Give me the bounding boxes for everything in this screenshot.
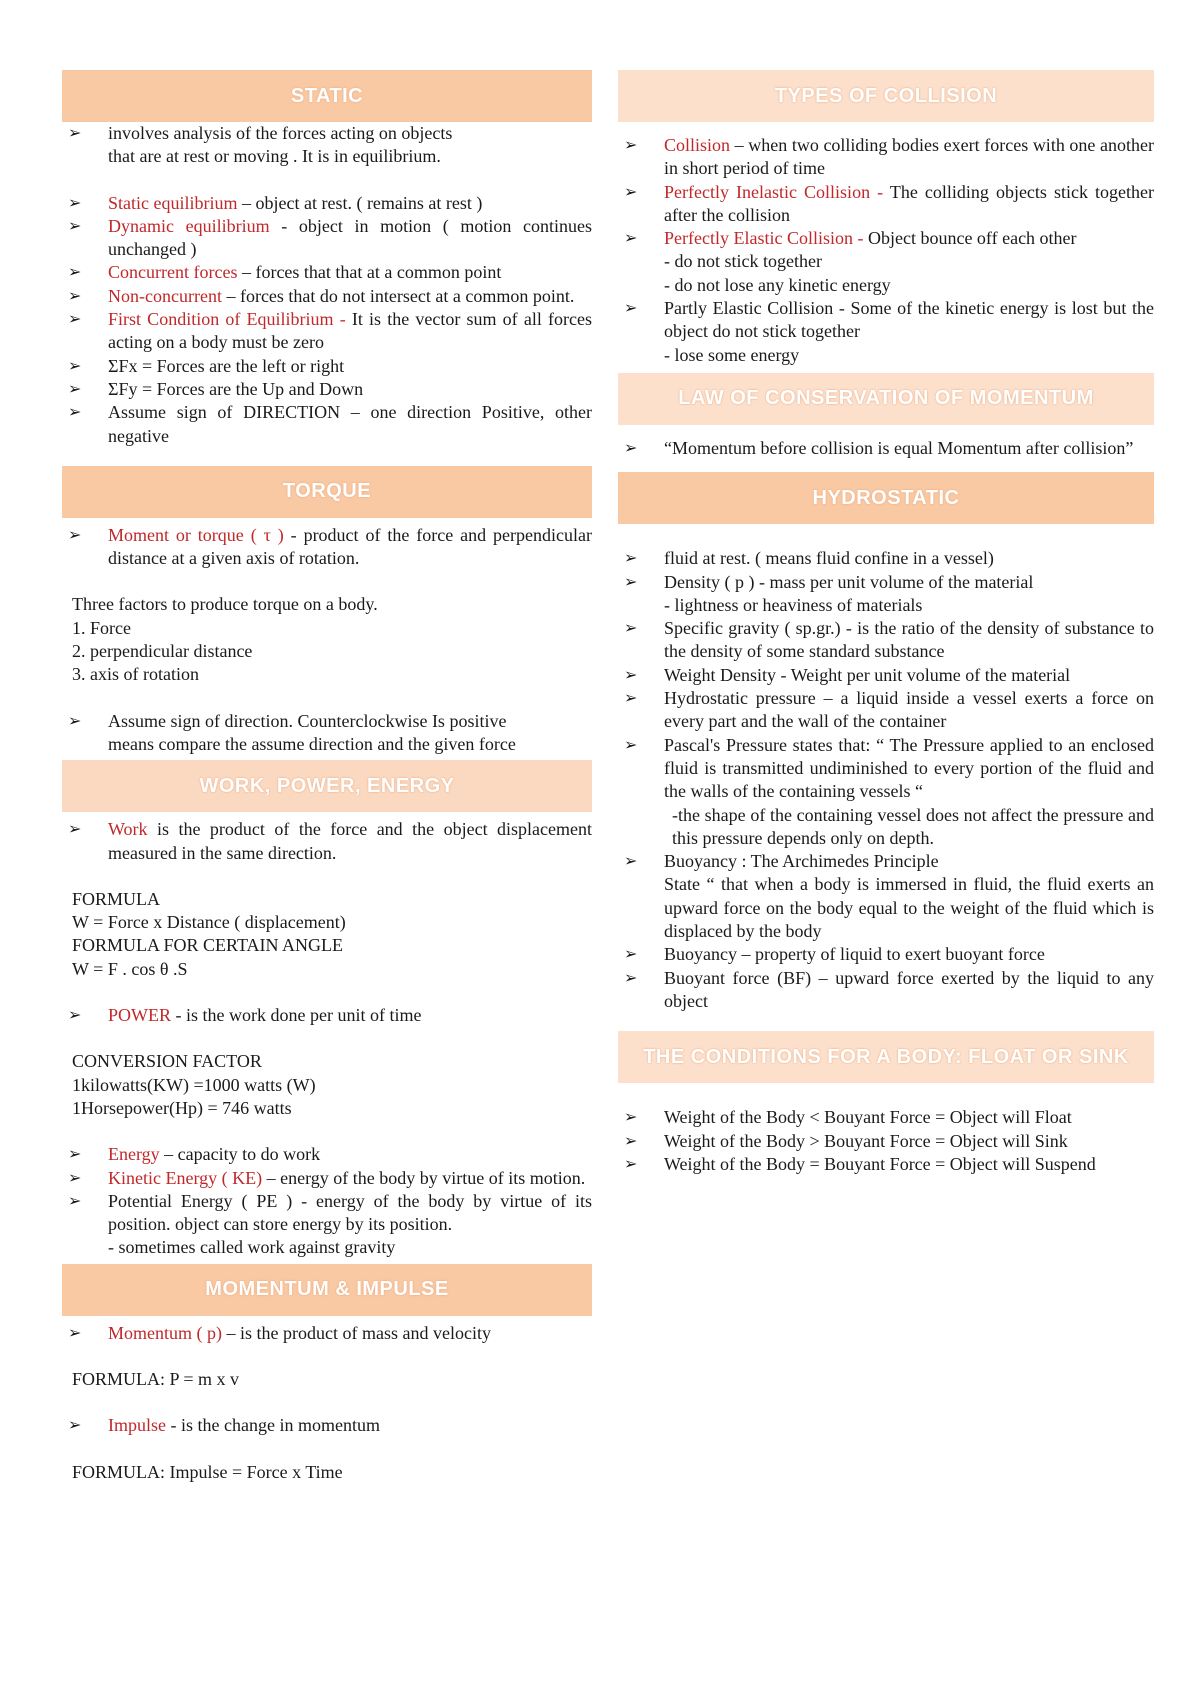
formula-line: FORMULA (72, 888, 161, 909)
hydrostatic-list (618, 547, 1154, 1013)
torque-factors-title: Three factors to produce torque on a body. (72, 594, 378, 615)
arrow-bullet-icon: ➢ (68, 287, 82, 305)
list-item: ➢ Momentum ( p) – is the product of mass and velocity (62, 1322, 592, 1345)
list-item: ➢ First Condition of Equilibrium - It is the vector sum of all forces acting on a body must be zero (68, 309, 592, 353)
arrow-bullet-icon: ➢ (68, 1324, 82, 1342)
list-item: ➢ Dynamic equilibrium - object in motion ( motion continues unchanged ) (68, 215, 592, 260)
list-item: ➢ Weight of the Body = Bouyant Force = Object will Suspend (618, 1153, 1154, 1176)
list-item: ➢ Buoyancy : The Archimedes Principle State “ that when a body is immersed in fluid, the fluid exerts an upward force on the body equal to the weight of the fluid which is displaced by the body (624, 851, 1154, 942)
right-column (618, 70, 1154, 1176)
list-item: ➢ Moment or torque ( τ ) - product of the force and perpendicular distance at a given axis of rotation. (68, 524, 592, 569)
arrow-bullet-icon: ➢ (624, 620, 638, 638)
list-item: ➢ Work is the product of the force and the object displacement measured in the same direction. (68, 819, 592, 863)
list-item: ➢ Non-concurrent – forces that do not intersect at a common point. (62, 285, 592, 308)
static-list (62, 122, 592, 169)
list-item: ➢ POWER - is the work done per unit of time (62, 1004, 592, 1027)
left-column (62, 70, 592, 1484)
collision-list (618, 134, 1154, 367)
list-item: ➢ Buoyancy – property of liquid to exert buoyant force (618, 943, 1154, 966)
arrow-bullet-icon: ➢ (624, 1132, 638, 1150)
section-header-torque: TORQUE (62, 466, 592, 518)
arrow-bullet-icon: ➢ (68, 194, 82, 212)
arrow-bullet-icon: ➢ (68, 1417, 82, 1435)
arrow-bullet-icon: ➢ (68, 357, 82, 375)
list-item: ➢ Hydrostatic pressure – a liquid inside a vessel exerts a force on every part and the wall of the container (624, 688, 1154, 732)
list-item: ➢ Density ( p ) - mass per unit volume of the material - lightness or heaviness of materials (624, 571, 1034, 615)
section-header-static: STATIC (62, 70, 592, 122)
list-item: ➢ fluid at rest. ( means fluid confine in a vessel) (618, 547, 1154, 570)
conversion-line: CONVERSION FACTOR (72, 1051, 262, 1072)
list-item: ➢ Weight of the Body > Bouyant Force = Object will Sink (618, 1130, 1154, 1153)
formula-line: FORMULA: P = m x v (72, 1368, 240, 1389)
list-item: ➢ Specific gravity ( sp.gr.) - is the ratio of the density of substance to the density of some standard substance (624, 618, 1154, 662)
list-item: ➢ Energy – capacity to do work (62, 1143, 592, 1166)
arrow-bullet-icon: ➢ (624, 690, 638, 708)
formula-line: FORMULA: Impulse = Force x Time (72, 1461, 343, 1482)
arrow-bullet-icon: ➢ (68, 526, 82, 544)
static-terms-list (62, 192, 592, 448)
arrow-bullet-icon: ➢ (624, 666, 638, 684)
arrow-bullet-icon: ➢ (68, 1192, 82, 1210)
arrow-bullet-icon: ➢ (68, 1007, 82, 1025)
float-sink-list (618, 1106, 1154, 1176)
list-item: ➢ Perfectly Inelastic Collision - The colliding objects stick together after the collision (624, 181, 1155, 225)
arrow-bullet-icon: ➢ (68, 404, 82, 422)
list-item: ➢ Pascal's Pressure states that: “ The Pressure applied to an enclosed fluid is transmitted undiminished to every portion of the fluid and the walls of the containing vessels “ -the shape of the containing vessel does not affect the pressure and this pressure depends only on depth. (624, 734, 1154, 848)
arrow-bullet-icon: ➢ (68, 264, 82, 282)
section-header-work: WORK, POWER, ENERGY (62, 760, 592, 812)
list-item: ➢ Potential Energy ( PE ) - energy of the body by virtue of its position. object can store energy by its position. - sometimes called work against gravity (68, 1190, 592, 1258)
list-item: ➢ Kinetic Energy ( KE) – energy of the body by virtue of its motion. (62, 1167, 592, 1190)
formula-line: W = F . cos θ .S (72, 958, 188, 979)
section-header-collision: TYPES OF COLLISION (618, 70, 1154, 122)
arrow-bullet-icon: ➢ (68, 380, 82, 398)
list-item: ➢ “Momentum before collision is equal Momentum after collision” (618, 437, 1154, 460)
list-item: ➢ ΣFy = Forces are the Up and Down (62, 378, 592, 401)
list-item: ➢ ΣFx = Forces are the left or right (62, 355, 592, 378)
arrow-bullet-icon: ➢ (68, 712, 82, 730)
section-header-float-or-sink: THE CONDITIONS FOR A BODY: FLOAT OR SINK (618, 1031, 1154, 1083)
arrow-bullet-icon: ➢ (68, 1169, 82, 1187)
conversion-line: 1Horsepower(Hp) = 746 watts (72, 1097, 292, 1118)
list-item: ➢ Impulse - is the change in momentum (62, 1414, 592, 1437)
list-item: ➢ Weight Density - Weight per unit volume of the material (618, 664, 1154, 687)
arrow-bullet-icon: ➢ (68, 125, 82, 142)
list-item: ➢ Partly Elastic Collision - Some of the kinetic energy is lost but the object do not stick together - lose some energy (624, 298, 1154, 365)
formula-line: FORMULA FOR CERTAIN ANGLE (72, 935, 344, 956)
section-header-momentum: MOMENTUM & IMPULSE (62, 1264, 592, 1316)
arrow-bullet-icon: ➢ (68, 821, 82, 839)
arrow-bullet-icon: ➢ (624, 550, 638, 568)
arrow-bullet-icon: ➢ (68, 217, 82, 235)
arrow-bullet-icon: ➢ (624, 137, 638, 154)
list-item: ➢ Static equilibrium – object at rest. ( remains at rest ) (62, 192, 592, 215)
arrow-bullet-icon: ➢ (624, 736, 638, 754)
arrow-bullet-icon: ➢ (624, 1109, 638, 1127)
conversion-line: 1kilowatts(KW) =1000 watts (W) (72, 1074, 316, 1095)
arrow-bullet-icon: ➢ (624, 300, 638, 318)
arrow-bullet-icon: ➢ (68, 311, 82, 329)
arrow-bullet-icon: ➢ (68, 1146, 82, 1164)
list-item: ➢ Assume sign of direction. Counterclockwise Is positive means compare the assume direction and the given force (68, 710, 516, 754)
arrow-bullet-icon: ➢ (624, 946, 638, 964)
arrow-bullet-icon: ➢ (624, 853, 638, 871)
list-item: ➢ Concurrent forces – forces that that at a common point (62, 261, 592, 284)
list-item: ➢ Weight of the Body < Bouyant Force = Object will Float (618, 1106, 1154, 1129)
arrow-bullet-icon: ➢ (624, 969, 638, 987)
torque-factor: 1. Force (72, 617, 131, 638)
section-header-conservation: LAW OF CONSERVATION OF MOMENTUM (618, 373, 1154, 425)
arrow-bullet-icon: ➢ (624, 573, 638, 591)
list-item: ➢ Buoyant force (BF) – upward force exerted by the liquid to any object (624, 967, 1154, 1011)
arrow-bullet-icon: ➢ (624, 183, 638, 201)
arrow-bullet-icon: ➢ (624, 1155, 638, 1173)
arrow-bullet-icon: ➢ (624, 230, 638, 248)
formula-line: W = Force x Distance ( displacement) (72, 912, 346, 933)
list-item: ➢ Collision – when two colliding bodies exert forces with one another in short period of time (624, 135, 1154, 179)
list-item: ➢ Assume sign of DIRECTION – one direction Positive, other negative (68, 402, 592, 446)
torque-factor: 2. perpendicular distance (72, 641, 253, 662)
torque-factor: 3. axis of rotation (72, 664, 199, 685)
arrow-bullet-icon: ➢ (624, 439, 638, 457)
list-item: ➢ Perfectly Elastic Collision - Object bounce off each other - do not stick together - do not lose any kinetic energy (624, 228, 1077, 295)
section-header-hydrostatic: HYDROSTATIC (618, 472, 1154, 524)
list-item: ➢ involves analysis of the forces acting on objects that are at rest or moving . It is in equilibrium. (68, 123, 453, 167)
